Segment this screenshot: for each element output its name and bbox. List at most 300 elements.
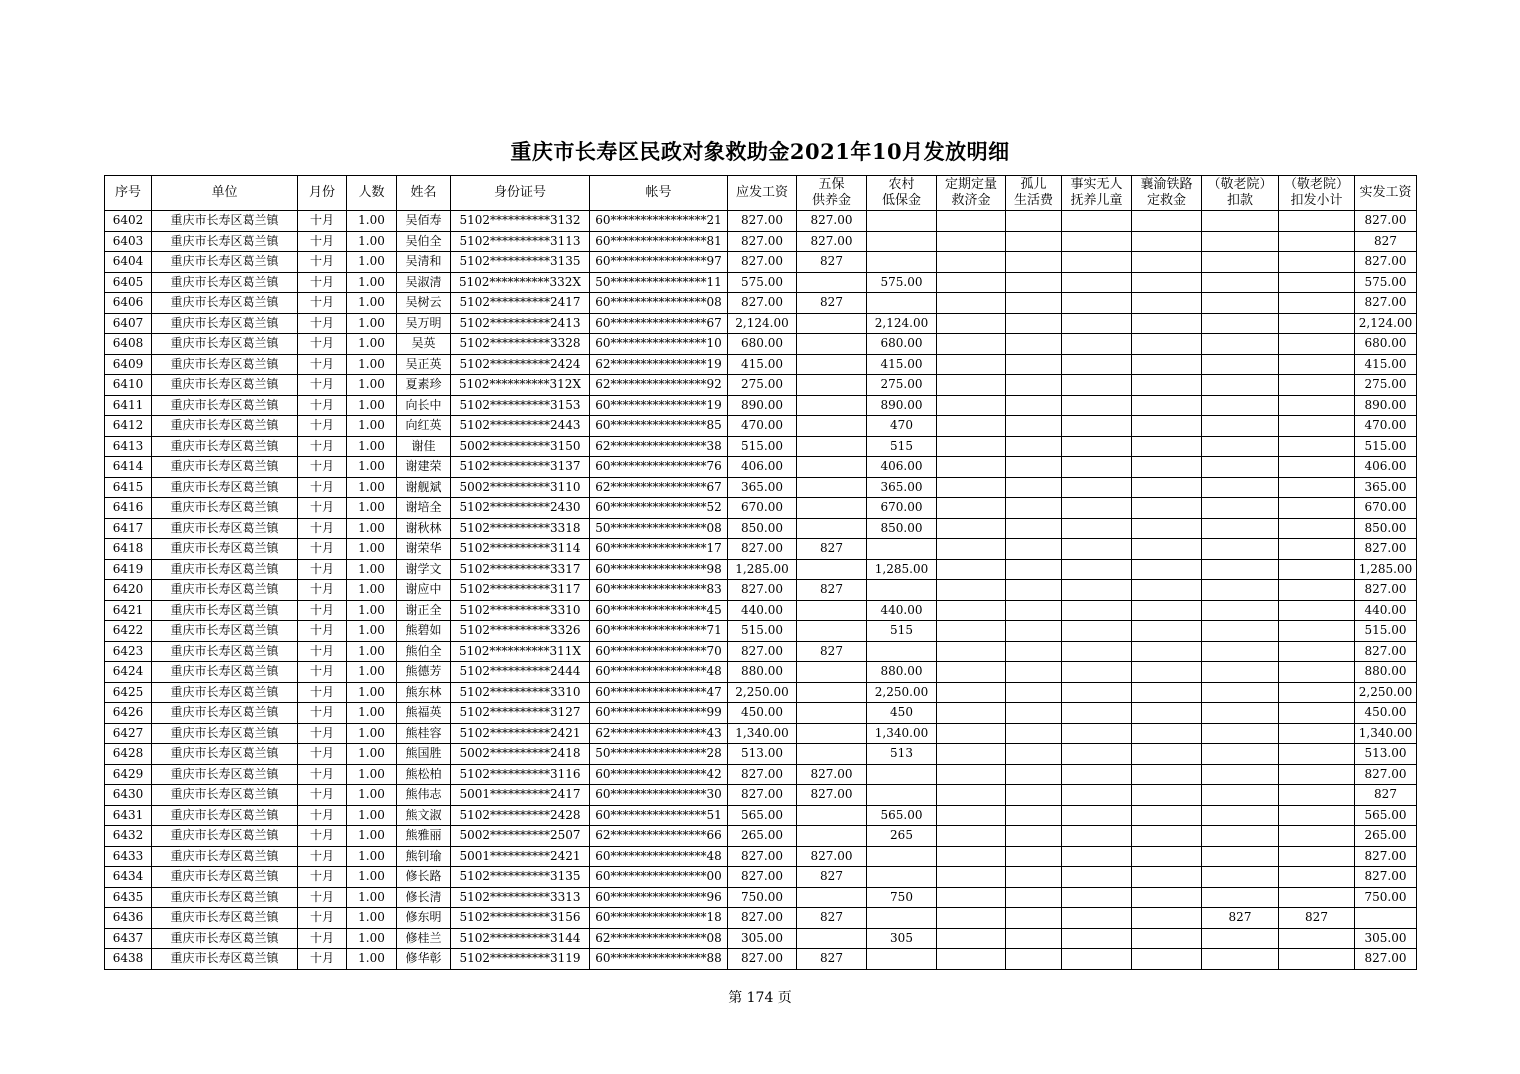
table-cell: 6414 (105, 457, 152, 478)
table-cell: 重庆市长寿区葛兰镇 (152, 908, 298, 929)
table-cell: 827 (797, 949, 867, 970)
table-cell: 6427 (105, 723, 152, 744)
table-cell: 吴佰寿 (397, 211, 451, 232)
table-cell: 十月 (298, 477, 347, 498)
table-cell (1062, 641, 1132, 662)
column-header: 襄渝铁路 定救金 (1132, 176, 1202, 211)
table-cell: 1.00 (347, 805, 397, 826)
table-cell (1062, 539, 1132, 560)
table-row (105, 457, 1417, 478)
table-cell (1202, 313, 1279, 334)
table-cell: 513.00 (728, 744, 797, 765)
table-cell: 1.00 (347, 252, 397, 273)
table-cell (1006, 846, 1062, 867)
table-cell: 827 (797, 539, 867, 560)
table-cell (1202, 887, 1279, 908)
table-cell (937, 580, 1006, 601)
table-cell (1062, 621, 1132, 642)
table-cell (1132, 252, 1202, 273)
table-cell (937, 313, 1006, 334)
table-cell: 60****************47 (590, 682, 728, 703)
table-cell: 5001**********2421 (451, 846, 590, 867)
table-cell (797, 826, 867, 847)
table-cell: 827 (1279, 908, 1355, 929)
table-cell (1062, 354, 1132, 375)
table-cell: 6412 (105, 416, 152, 437)
table-cell: 6404 (105, 252, 152, 273)
table-cell (937, 518, 1006, 539)
table-cell: 1.00 (347, 457, 397, 478)
table-cell (867, 293, 937, 314)
table-cell (867, 539, 937, 560)
table-cell (1202, 498, 1279, 519)
table-cell: 470.00 (728, 416, 797, 437)
table-cell: 406.00 (1355, 457, 1417, 478)
table-cell (1062, 211, 1132, 232)
table-cell (1006, 436, 1062, 457)
table-cell: 6409 (105, 354, 152, 375)
table-cell: 827.00 (728, 293, 797, 314)
table-cell (1132, 641, 1202, 662)
table-cell (1279, 641, 1355, 662)
table-cell (797, 375, 867, 396)
table-cell: 827.00 (1355, 293, 1417, 314)
table-cell (1132, 231, 1202, 252)
table-cell (1132, 949, 1202, 970)
table-cell: 5102**********3132 (451, 211, 590, 232)
table-cell (1202, 928, 1279, 949)
table-cell: 重庆市长寿区葛兰镇 (152, 457, 298, 478)
table-cell: 5102**********3310 (451, 600, 590, 621)
table-cell: 6422 (105, 621, 152, 642)
table-cell (937, 805, 1006, 826)
table-cell: 十月 (298, 518, 347, 539)
table-cell (1279, 764, 1355, 785)
table-cell (1132, 354, 1202, 375)
table-cell: 6413 (105, 436, 152, 457)
table-cell (1132, 457, 1202, 478)
table-cell (1062, 949, 1132, 970)
table-row (105, 580, 1417, 601)
table-cell: 365.00 (1355, 477, 1417, 498)
table-cell: 1,285.00 (1355, 559, 1417, 580)
table-cell: 1.00 (347, 600, 397, 621)
table-cell: 5102**********3310 (451, 682, 590, 703)
table-cell (797, 457, 867, 478)
table-header-row (105, 176, 1417, 211)
table-cell: 重庆市长寿区葛兰镇 (152, 641, 298, 662)
table-cell (1202, 375, 1279, 396)
table-cell: 5102**********3318 (451, 518, 590, 539)
table-cell: 515.00 (728, 621, 797, 642)
table-cell (797, 436, 867, 457)
table-cell (1132, 334, 1202, 355)
table-cell: 重庆市长寿区葛兰镇 (152, 436, 298, 457)
table-cell: 6438 (105, 949, 152, 970)
table-cell: 827.00 (1355, 539, 1417, 560)
table-cell (1062, 744, 1132, 765)
table-cell: 880.00 (1355, 662, 1417, 683)
table-cell: 827.00 (728, 211, 797, 232)
table-cell (1132, 826, 1202, 847)
table-cell: 60****************81 (590, 231, 728, 252)
table-cell: 6421 (105, 600, 152, 621)
table-cell: 十月 (298, 662, 347, 683)
table-cell (1062, 518, 1132, 539)
table-cell (797, 662, 867, 683)
table-cell: 265.00 (728, 826, 797, 847)
table-cell: 415.00 (867, 354, 937, 375)
table-cell: 重庆市长寿区葛兰镇 (152, 703, 298, 724)
table-cell: 5102**********312X (451, 375, 590, 396)
table-cell: 重庆市长寿区葛兰镇 (152, 518, 298, 539)
table-cell: 50****************28 (590, 744, 728, 765)
table-cell: 重庆市长寿区葛兰镇 (152, 416, 298, 437)
table-cell: 谢建荣 (397, 457, 451, 478)
table-cell: 十月 (298, 436, 347, 457)
table-cell: 850.00 (728, 518, 797, 539)
table-cell: 5102**********3317 (451, 559, 590, 580)
table-cell: 6407 (105, 313, 152, 334)
table-cell: 重庆市长寿区葛兰镇 (152, 293, 298, 314)
table-cell (1279, 949, 1355, 970)
table-cell (1132, 621, 1202, 642)
table-cell: 1.00 (347, 846, 397, 867)
table-cell: 5102**********311X (451, 641, 590, 662)
table-cell (797, 928, 867, 949)
table-cell: 5102**********3144 (451, 928, 590, 949)
table-cell: 6428 (105, 744, 152, 765)
table-cell: 305 (867, 928, 937, 949)
table-cell (797, 334, 867, 355)
table-cell (1279, 887, 1355, 908)
table-cell: 重庆市长寿区葛兰镇 (152, 600, 298, 621)
table-cell: 1.00 (347, 621, 397, 642)
table-cell: 827.00 (728, 580, 797, 601)
table-cell (1006, 457, 1062, 478)
table-cell: 重庆市长寿区葛兰镇 (152, 887, 298, 908)
table-cell: 十月 (298, 785, 347, 806)
table-cell: 十月 (298, 395, 347, 416)
table-cell: 365.00 (728, 477, 797, 498)
table-cell: 60****************67 (590, 313, 728, 334)
table-cell (1132, 416, 1202, 437)
table-cell (1202, 949, 1279, 970)
table-cell: 1.00 (347, 211, 397, 232)
table-cell (1006, 211, 1062, 232)
table-cell (1279, 293, 1355, 314)
table-cell (1202, 477, 1279, 498)
table-cell (1132, 744, 1202, 765)
table-cell: 827.00 (797, 764, 867, 785)
table-cell (1202, 764, 1279, 785)
table-cell: 熊雅丽 (397, 826, 451, 847)
table-cell: 5102**********3156 (451, 908, 590, 929)
table-cell: 1.00 (347, 949, 397, 970)
table-cell: 5102**********2444 (451, 662, 590, 683)
table-cell: 重庆市长寿区葛兰镇 (152, 272, 298, 293)
table-cell: 60****************21 (590, 211, 728, 232)
table-cell: 1.00 (347, 231, 397, 252)
table-cell (1202, 436, 1279, 457)
table-cell: 827.00 (1355, 641, 1417, 662)
table-cell: 827.00 (728, 949, 797, 970)
table-cell (797, 477, 867, 498)
table-cell: 1,285.00 (867, 559, 937, 580)
table-cell: 6420 (105, 580, 152, 601)
table-cell: 827.00 (728, 641, 797, 662)
table-cell: 重庆市长寿区葛兰镇 (152, 744, 298, 765)
table-cell: 275.00 (728, 375, 797, 396)
table-cell: 十月 (298, 334, 347, 355)
table-cell (1062, 272, 1132, 293)
table-cell: 十月 (298, 580, 347, 601)
table-cell: 6416 (105, 498, 152, 519)
table-row (105, 928, 1417, 949)
table-cell (1202, 457, 1279, 478)
table-cell: 265.00 (1355, 826, 1417, 847)
table-cell (937, 395, 1006, 416)
table-cell: 6429 (105, 764, 152, 785)
table-cell: 1.00 (347, 682, 397, 703)
table-cell (1006, 539, 1062, 560)
table-cell (1132, 805, 1202, 826)
table-cell (1006, 949, 1062, 970)
table-cell: 6434 (105, 867, 152, 888)
relief-payment-table (104, 175, 1417, 970)
table-cell: 十月 (298, 723, 347, 744)
table-cell (1132, 211, 1202, 232)
table-cell: 1.00 (347, 334, 397, 355)
table-cell (1132, 723, 1202, 744)
table-cell: 6406 (105, 293, 152, 314)
table-body (105, 211, 1417, 970)
table-cell: 1.00 (347, 477, 397, 498)
table-cell: 5002**********2507 (451, 826, 590, 847)
table-cell (1062, 436, 1132, 457)
table-cell (1279, 539, 1355, 560)
table-cell (1132, 682, 1202, 703)
table-cell: 谢舰斌 (397, 477, 451, 498)
table-cell: 吴树云 (397, 293, 451, 314)
table-cell: 62****************19 (590, 354, 728, 375)
table-cell: 5002**********3110 (451, 477, 590, 498)
table-cell (1202, 805, 1279, 826)
table-cell: 415.00 (1355, 354, 1417, 375)
table-cell (1132, 559, 1202, 580)
table-cell: 440.00 (1355, 600, 1417, 621)
table-cell: 5102**********3328 (451, 334, 590, 355)
table-cell: 1.00 (347, 539, 397, 560)
table-cell: 重庆市长寿区葛兰镇 (152, 211, 298, 232)
page-title: 重庆市长寿区民政对象救助金2021年10月发放明细 (510, 139, 1010, 164)
table-row (105, 949, 1417, 970)
table-cell (937, 231, 1006, 252)
table-cell (1062, 313, 1132, 334)
table-cell (937, 375, 1006, 396)
table-cell: 重庆市长寿区葛兰镇 (152, 580, 298, 601)
table-cell (1202, 867, 1279, 888)
table-cell: 50****************08 (590, 518, 728, 539)
table-cell: 向长中 (397, 395, 451, 416)
table-cell: 670.00 (728, 498, 797, 519)
table-cell (937, 867, 1006, 888)
table-cell: 修华彰 (397, 949, 451, 970)
table-cell: 十月 (298, 641, 347, 662)
table-cell: 修长路 (397, 867, 451, 888)
table-cell (867, 846, 937, 867)
table-cell: 5102**********332X (451, 272, 590, 293)
column-header: （敬老院） 扣发小计 (1279, 176, 1355, 211)
table-cell (1279, 928, 1355, 949)
table-cell: 60****************48 (590, 662, 728, 683)
table-cell: 5002**********3150 (451, 436, 590, 457)
table-cell (867, 867, 937, 888)
table-cell (1006, 928, 1062, 949)
table-cell: 吴英 (397, 334, 451, 355)
table-cell: 565.00 (728, 805, 797, 826)
table-cell: 6423 (105, 641, 152, 662)
table-cell: 1.00 (347, 887, 397, 908)
table-row (105, 436, 1417, 457)
table-cell (867, 785, 937, 806)
table-cell (937, 457, 1006, 478)
table-cell (797, 703, 867, 724)
table-cell: 熊碧如 (397, 621, 451, 642)
table-cell (1062, 703, 1132, 724)
table-cell: 6435 (105, 887, 152, 908)
table-cell (1006, 559, 1062, 580)
table-row (105, 887, 1417, 908)
table-cell (1132, 313, 1202, 334)
table-cell: 1.00 (347, 703, 397, 724)
table-cell: 熊伟志 (397, 785, 451, 806)
table-cell (1202, 293, 1279, 314)
table-cell (1279, 826, 1355, 847)
table-cell (1132, 764, 1202, 785)
table-row (105, 252, 1417, 273)
table-cell: 5102**********3313 (451, 887, 590, 908)
table-cell (1132, 600, 1202, 621)
table-cell: 5102**********3135 (451, 252, 590, 273)
table-cell: 60****************17 (590, 539, 728, 560)
table-cell (1062, 826, 1132, 847)
table-cell: 470.00 (1355, 416, 1417, 437)
table-cell (1279, 313, 1355, 334)
table-cell: 450.00 (728, 703, 797, 724)
table-cell: 1.00 (347, 313, 397, 334)
table-cell (937, 539, 1006, 560)
table-row (105, 354, 1417, 375)
table-cell: 827 (1355, 785, 1417, 806)
table-cell (867, 949, 937, 970)
table-cell: 重庆市长寿区葛兰镇 (152, 621, 298, 642)
table-row (105, 518, 1417, 539)
table-cell: 6418 (105, 539, 152, 560)
table-cell (937, 662, 1006, 683)
table-cell: 十月 (298, 375, 347, 396)
table-cell (1202, 846, 1279, 867)
table-cell (1006, 764, 1062, 785)
table-cell: 565.00 (867, 805, 937, 826)
table-cell: 850.00 (867, 518, 937, 539)
table-cell (1132, 272, 1202, 293)
table-cell: 5102**********3127 (451, 703, 590, 724)
table-cell (797, 559, 867, 580)
table-cell: 827.00 (1355, 580, 1417, 601)
table-cell: 重庆市长寿区葛兰镇 (152, 395, 298, 416)
table-cell (797, 395, 867, 416)
table-cell (797, 272, 867, 293)
table-cell (1279, 231, 1355, 252)
table-cell: 575.00 (1355, 272, 1417, 293)
table-cell (1062, 457, 1132, 478)
table-cell: 1.00 (347, 641, 397, 662)
table-cell: 1.00 (347, 354, 397, 375)
table-cell (1279, 252, 1355, 273)
table-cell: 熊伯全 (397, 641, 451, 662)
table-cell (1279, 477, 1355, 498)
table-cell (1006, 313, 1062, 334)
table-cell (1062, 416, 1132, 437)
table-row (105, 477, 1417, 498)
table-cell: 62****************66 (590, 826, 728, 847)
table-cell: 60****************19 (590, 395, 728, 416)
table-cell (1279, 785, 1355, 806)
table-cell: 十月 (298, 354, 347, 375)
table-cell (1279, 375, 1355, 396)
table-cell: 62****************67 (590, 477, 728, 498)
table-cell: 吴淑清 (397, 272, 451, 293)
table-cell: 62****************92 (590, 375, 728, 396)
table-cell: 重庆市长寿区葛兰镇 (152, 354, 298, 375)
table-cell (797, 723, 867, 744)
table-cell (1279, 600, 1355, 621)
table-cell: 60****************76 (590, 457, 728, 478)
table-cell (1062, 785, 1132, 806)
table-cell (1132, 395, 1202, 416)
table-cell: 750.00 (728, 887, 797, 908)
table-cell (1062, 928, 1132, 949)
page-number: 第 174 页 (728, 990, 792, 1006)
table-cell (1062, 908, 1132, 929)
table-cell: 十月 (298, 805, 347, 826)
table-cell (797, 744, 867, 765)
table-cell: 5102**********3116 (451, 764, 590, 785)
column-header: 单位 (152, 176, 298, 211)
table-cell: 6432 (105, 826, 152, 847)
table-cell (1355, 908, 1417, 929)
table-cell: 60****************10 (590, 334, 728, 355)
table-cell: 重庆市长寿区葛兰镇 (152, 846, 298, 867)
table-cell: 5102**********3326 (451, 621, 590, 642)
table-cell: 重庆市长寿区葛兰镇 (152, 826, 298, 847)
table-cell (937, 641, 1006, 662)
table-row (105, 846, 1417, 867)
table-cell: 60****************97 (590, 252, 728, 273)
table-cell: 十月 (298, 928, 347, 949)
table-cell: 十月 (298, 867, 347, 888)
column-header: 事实无人 抚养儿童 (1062, 176, 1132, 211)
table-cell: 6408 (105, 334, 152, 355)
table-cell (937, 928, 1006, 949)
table-cell (1279, 580, 1355, 601)
table-cell (1279, 498, 1355, 519)
table-cell: 十月 (298, 949, 347, 970)
table-cell (1006, 416, 1062, 437)
table-cell: 5102**********3117 (451, 580, 590, 601)
table-cell: 熊桂容 (397, 723, 451, 744)
